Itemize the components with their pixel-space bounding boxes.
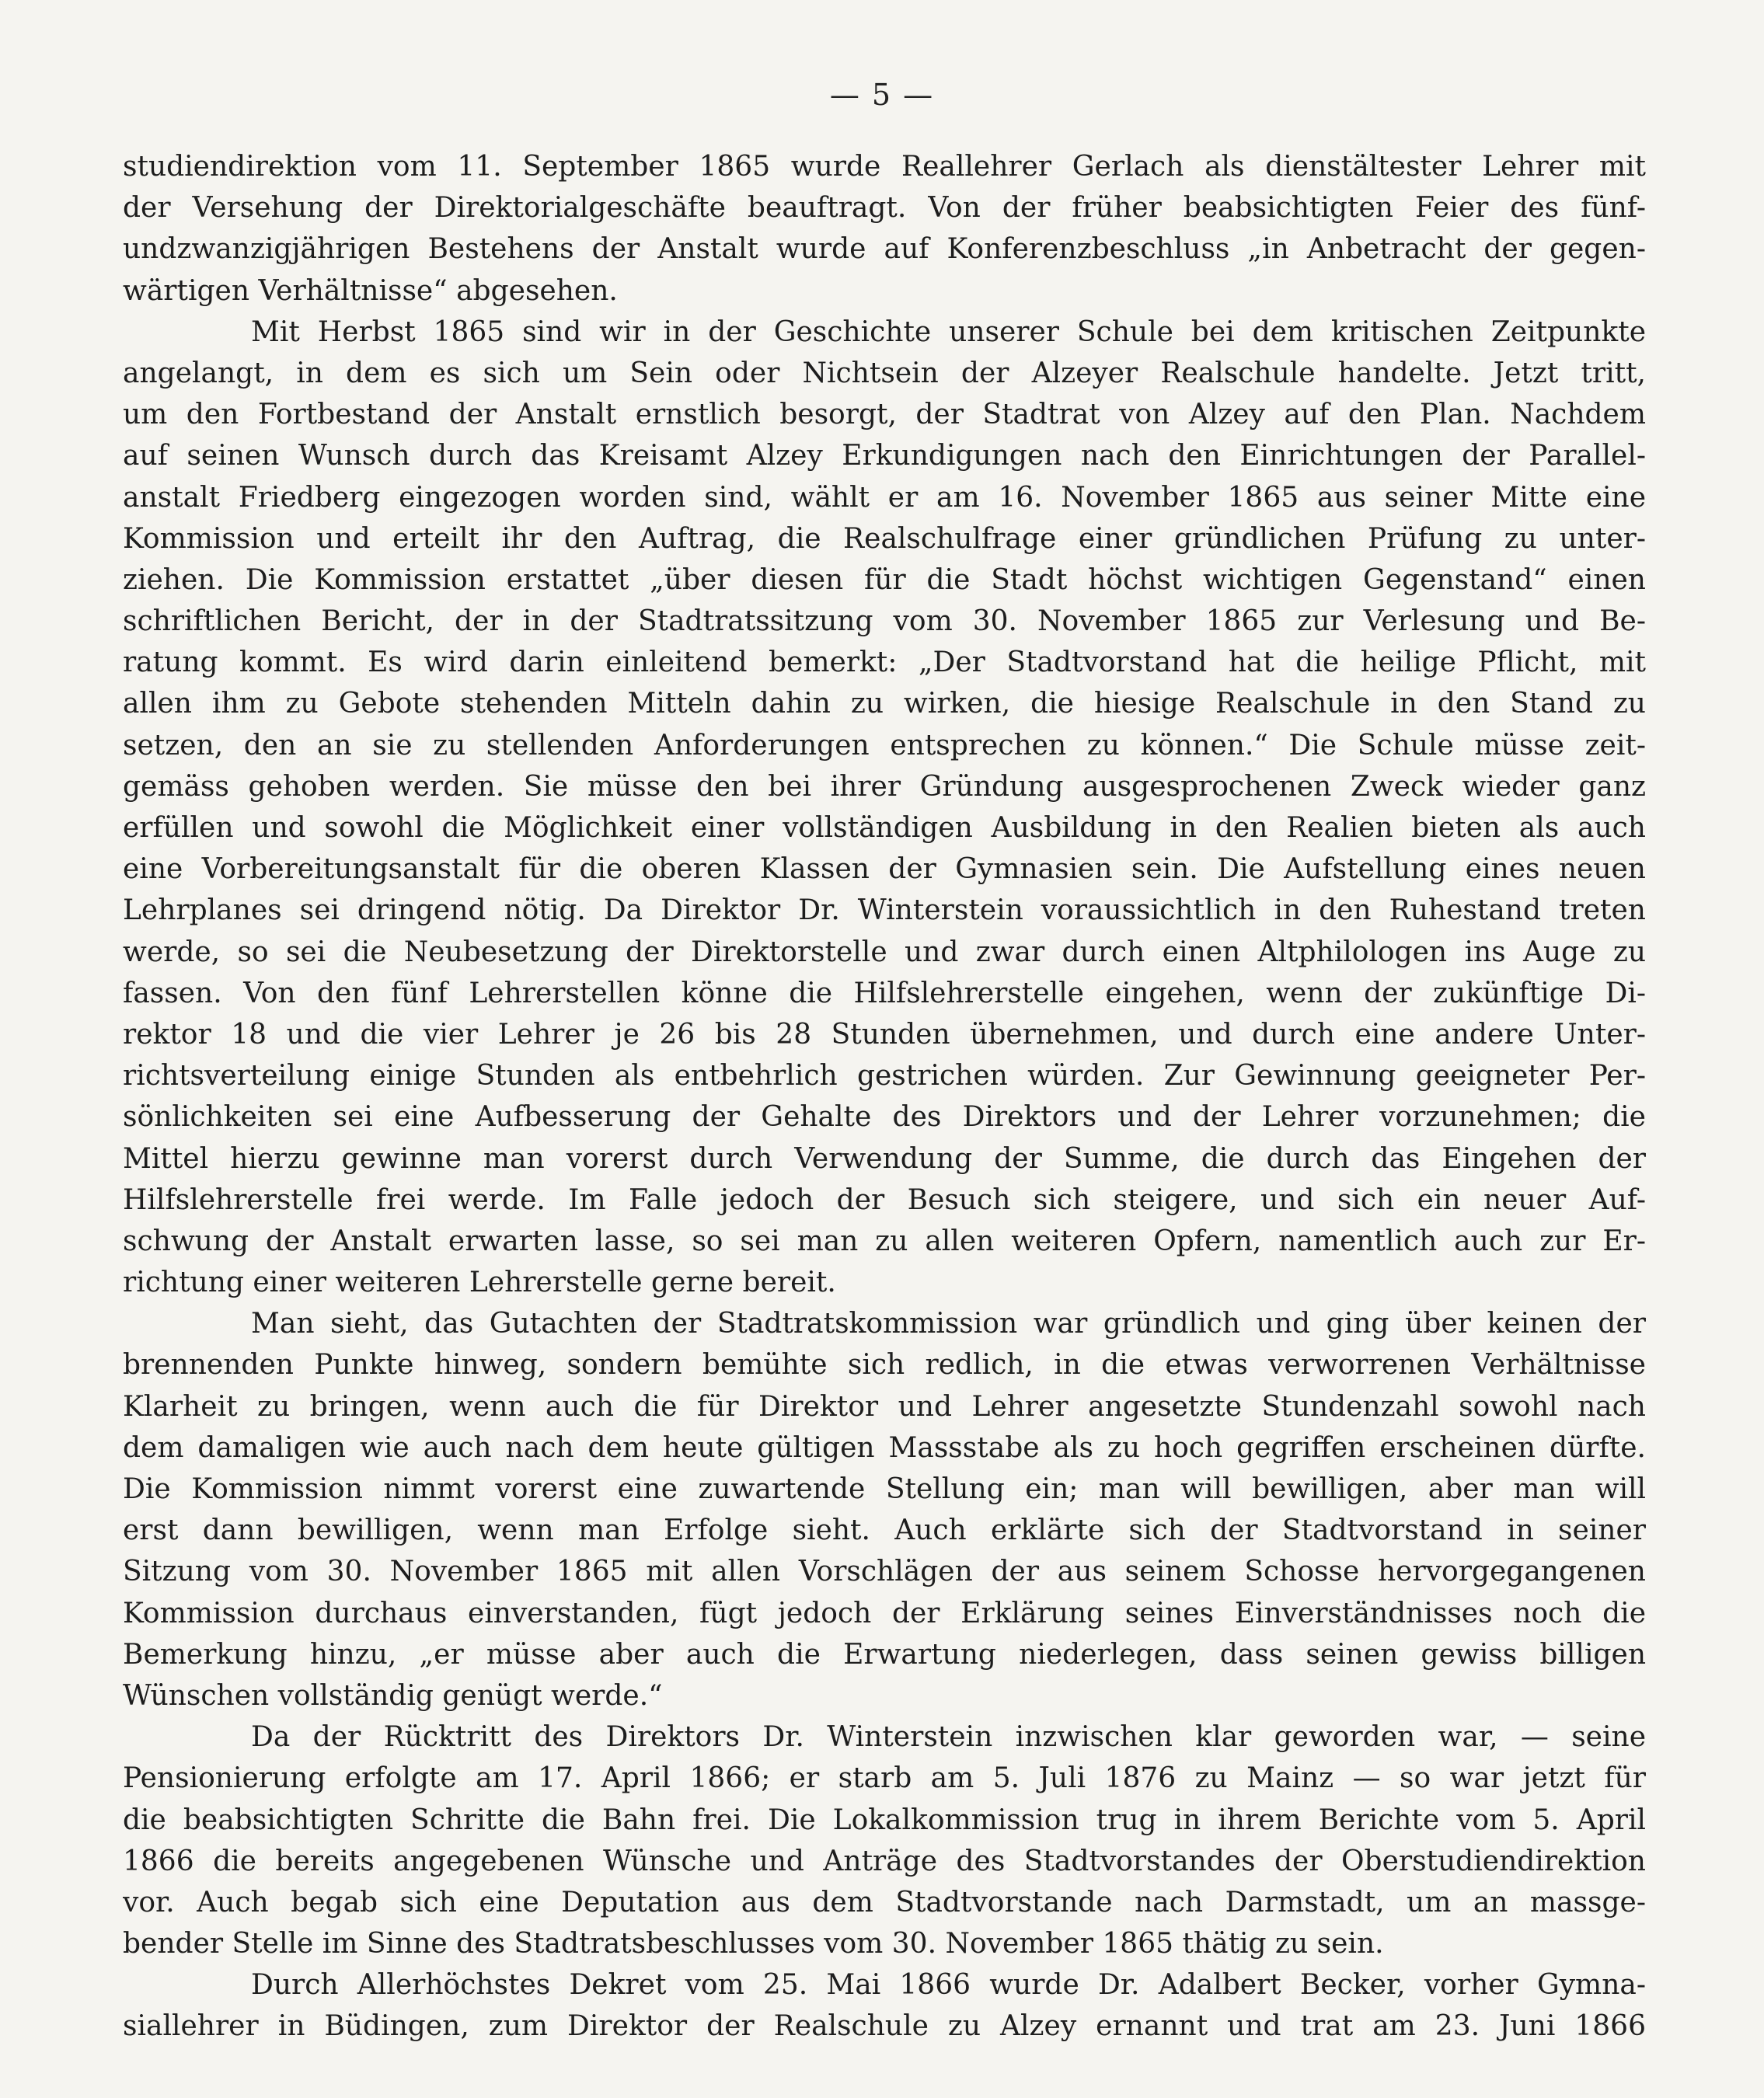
text-line: rektor 18 und die vier Lehrer je 26 bis 28 Stunden übernehmen, und durch eine andere Unter- (123, 1018, 1646, 1051)
text-line: Pensionierung erfolgte am 17. April 1866; er starb am 5. Juli 1876 zu Mainz — so war jetzt für (123, 1762, 1646, 1795)
text-line: setzen, den an sie zu stellenden Anforderungen entsprechen zu können.“ Die Schule müsse zeit- (123, 729, 1646, 761)
text-line: fassen. Von den fünf Lehrerstellen könne die Hilfslehrerstelle eingehen, wenn der zukünftige Di- (123, 977, 1646, 1009)
text-line: Kommission durchaus einverstanden, fügt jedoch der Erklärung seines Einverständnisses noch die (123, 1597, 1646, 1629)
text-line: der Versehung der Direktorialgeschäfte beauftragt. Von der früher beabsichtigten Feier des fünf- (123, 192, 1646, 225)
text-line: die beabsichtigten Schritte die Bahn frei. Die Lokalkommission trug in ihrem Berichte vom 5. April (123, 1804, 1646, 1836)
text-line: richtsverteilung einige Stunden als entbehrlich gestrichen würden. Zur Gewinnung geeigneter Per- (123, 1060, 1646, 1093)
text-line: Mit Herbst 1865 sind wir in der Geschichte unserer Schule bei dem kritischen Zeitpunkte (251, 315, 1646, 348)
text-line: Da der Rücktritt des Direktors Dr. Winterstein inzwischen klar geworden war, — seine (251, 1721, 1646, 1754)
body-text (123, 146, 1646, 2047)
text-line: Sitzung vom 30. November 1865 mit allen Vorschlägen der aus seinem Schosse hervorgegangenen (123, 1556, 1646, 1588)
text-line: schriftlichen Bericht, der in der Stadtratssitzung vom 30. November 1865 zur Verlesung und Be- (123, 605, 1646, 638)
text-line: gemäss gehoben werden. Sie müsse den bei ihrer Gründung ausgesprochenen Zweck wieder ganz (123, 770, 1646, 803)
text-line: richtung einer weiteren Lehrerstelle gerne bereit. (123, 1267, 836, 1299)
text-line: Lehrplanes sei dringend nötig. Da Direktor Dr. Winterstein voraussichtlich in den Ruhestand treten (123, 894, 1646, 927)
paragraph (123, 1303, 1646, 1716)
text-line: Kommission und erteilt ihr den Auftrag, die Realschulfrage einer gründlichen Prüfung zu unter- (123, 522, 1646, 555)
text-line: siallehrer in Büdingen, zum Direktor der Realschule zu Alzey ernannt und trat am 23. Juni 1866 (123, 2010, 1646, 2043)
paragraph (123, 1716, 1646, 1964)
text-line: dem damaligen wie auch nach dem heute gültigen Massstabe als zu hoch gegriffen erscheinen dürfte. (123, 1431, 1646, 1464)
text-line: Hilfslehrerstelle frei werde. Im Falle jedoch der Besuch sich steigere, und sich ein neuer Auf- (123, 1183, 1646, 1216)
text-line: bender Stelle im Sinne des Stadtratsbeschlusses vom 30. November 1865 thätig zu sein. (123, 1928, 1384, 1960)
text-line: um den Fortbestand der Anstalt ernstlich besorgt, der Stadtrat von Alzey auf den Plan. Nachdem (123, 399, 1646, 431)
text-line: Bemerkung hinzu, „er müsse aber auch die Erwartung niederlegen, dass seinen gewiss billigen (123, 1638, 1646, 1671)
text-line: wärtigen Verhältnisse“ abgesehen. (123, 274, 618, 307)
text-line: anstalt Friedberg eingezogen worden sind, wählt er am 16. November 1865 aus seiner Mitte eine (123, 481, 1646, 514)
text-line: Durch Allerhöchstes Dekret vom 25. Mai 1866 wurde Dr. Adalbert Becker, vorher Gymna- (251, 1969, 1646, 2002)
paragraph (123, 1964, 1646, 2047)
text-line: ziehen. Die Kommission erstattet „über diesen für die Stadt höchst wichtigen Gegenstand“ einen (123, 563, 1646, 596)
text-line: 1866 die bereits angegebenen Wünsche und Anträge des Stadtvorstandes der Oberstudiendirektion (123, 1845, 1646, 1877)
text-line: auf seinen Wunsch durch das Kreisamt Alzey Erkundigungen nach den Einrichtungen der Parallel- (123, 440, 1646, 472)
text-line: Wünschen vollständig genügt werde.“ (123, 1679, 663, 1712)
text-line: vor. Auch begab sich eine Deputation aus dem Stadtvorstande nach Darmstadt, um an massge- (123, 1886, 1646, 1919)
paragraph (123, 312, 1646, 1304)
text-line: Klarheit zu bringen, wenn auch die für Direktor und Lehrer angesetzte Stundenzahl sowohl nach (123, 1390, 1646, 1423)
text-line: schwung der Anstalt erwarten lasse, so sei man zu allen weiteren Opfern, namentlich auch zur Er- (123, 1225, 1646, 1257)
text-line: erfüllen und sowohl die Möglichkeit einer vollständigen Ausbildung in den Realien bieten als auch (123, 812, 1646, 844)
text-line: Man sieht, das Gutachten der Stadtratskommission war gründlich und ging über keinen der (251, 1308, 1646, 1340)
text-line: Mittel hierzu gewinne man vorerst durch Verwendung der Summe, die durch das Eingehen der (123, 1142, 1646, 1175)
text-line: studiendirektion vom 11. September 1865 wurde Reallehrer Gerlach als dienstältester Lehrer mit (123, 151, 1646, 183)
text-line: brennenden Punkte hinweg, sondern bemühte sich redlich, in die etwas verworrenen Verhältnisse (123, 1349, 1646, 1382)
paragraph (123, 146, 1646, 312)
text-line: erst dann bewilligen, wenn man Erfolge sieht. Auch erklärte sich der Stadtvorstand in seiner (123, 1514, 1646, 1547)
text-line: werde, so sei die Neubesetzung der Direktorstelle und zwar durch einen Altphilologen ins Auge zu (123, 936, 1646, 968)
text-line: angelangt, in dem es sich um Sein oder Nichtsein der Alzeyer Realschule handelte. Jetzt tritt, (123, 357, 1646, 389)
text-line: allen ihm zu Gebote stehenden Mitteln dahin zu wirken, die hiesige Realschule in den Stand zu (123, 688, 1646, 720)
text-line: eine Vorbereitungsanstalt für die oberen Klassen der Gymnasien sein. Die Aufstellung eines neuen (123, 853, 1646, 886)
text-line: Die Kommission nimmt vorerst eine zuwartende Stellung ein; man will bewilligen, aber man will (123, 1473, 1646, 1505)
text-line: ratung kommt. Es wird darin einleitend bemerkt: „Der Stadtvorstand hat die heilige Pflicht, mit (123, 646, 1646, 679)
text-line: sönlichkeiten sei eine Aufbesserung der Gehalte des Direktors und der Lehrer vorzunehmen; die (123, 1101, 1646, 1134)
text-line: undzwanzigjährigen Bestehens der Anstalt wurde auf Konferenzbeschluss „in Anbetracht der gegen- (123, 233, 1646, 266)
page-number: — 5 — (829, 78, 935, 112)
